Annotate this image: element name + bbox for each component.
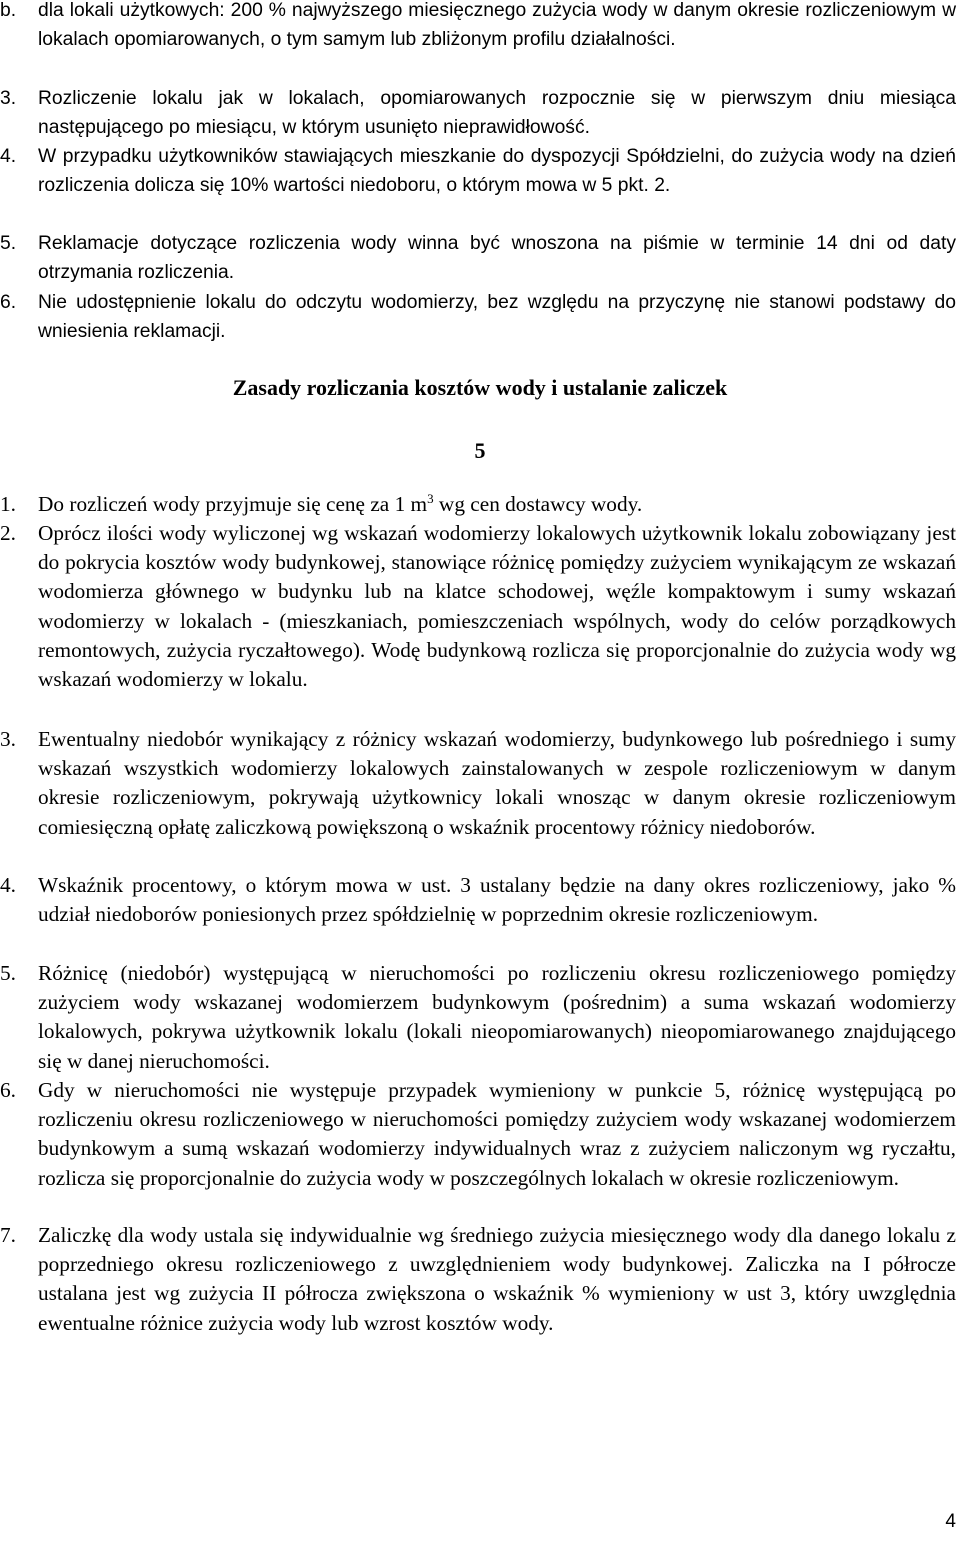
list-text: Oprócz ilości wody wyliczonej wg wskazań wodomierzy lokalowych użytkownik lokalu zobowiązany jest do pokrycia kosztów wody budynkowej, stanowiące różnicę pomiędzy zużyciem wynikającym ze wskazań wodomierza głównego w budynku lub na klatce schodowej, węźle kompaktowym i sumy wskazań wodomierzy w lokalach - (mieszkaniach, pomieszczeniach wspólnych, wody do celów porządkowych remontowych, zużycia ryczałtowego). Wodę budynkową rozlicza się proporcjonalnie do zużycia wody wg wskazań wodomierzy w lokalu.	[38, 521, 956, 692]
list-number: 4.	[0, 146, 17, 167]
page-number: 4	[945, 1511, 956, 1532]
section-heading: Zasady rozliczania kosztów wody i ustalanie zaliczek	[232, 375, 728, 400]
list-item-6	[0, 288, 956, 346]
list-text: Różnicę (niedobór) występującą w nieruchomości po rozliczeniu okresu rozliczeniowego pomiędzy zużyciem wody wskazanej wodomierzem budynkowym (pośrednim) a suma wskazań wodomierzy lokalowych, pokrywa użytkownik lokalu (lokali nieopomiarowanych) nieopomiarowanego znajdującego się w danej nieruchomości.	[38, 961, 956, 1073]
list-number: 3.	[0, 727, 16, 751]
list-item-6b	[0, 1076, 956, 1193]
list-item-3	[0, 84, 956, 142]
list-number: 6.	[0, 1078, 16, 1102]
list-number: 3.	[0, 88, 17, 109]
list-item-4	[0, 142, 956, 200]
list-item-7b	[0, 1221, 956, 1338]
list-number: 5.	[0, 961, 16, 985]
section-mark: 5	[474, 438, 486, 463]
list-item-3b	[0, 725, 956, 842]
list-number: b.	[0, 0, 17, 21]
list-text: Gdy w nieruchomości nie występuje przypadek wymieniony w punkcie 5, różnicę występującą po rozliczeniu okresu rozliczeniowego w nieruchomości pomiędzy zużyciem wody wskazanej wodomierzem budynkowym a sumą wskazań wodomierzy indywidualnych wraz z zużyciem naliczonym wg ryczałtu, rozlicza się proporcjonalnie do zużycia wody w poszczególnych lokalach w okresie rozliczeniowym.	[38, 1078, 956, 1190]
list-number: 5.	[0, 233, 17, 254]
list-text: Rozliczenie lokalu jak w lokalach, opomiarowanych rozpocznie się w pierwszym dniu miesiąca następującego po miesiącu, w którym usunięto nieprawidłowość.	[38, 88, 956, 139]
list-number: 4.	[0, 873, 16, 897]
superscript: 3	[427, 491, 434, 506]
list-text: Nie udostępnienie lokalu do odczytu wodomierzy, bez względu na przyczynę nie stanowi podstawy do wniesienia reklamacji.	[38, 292, 956, 343]
list-number: 2.	[0, 521, 16, 545]
list-number: 1.	[0, 492, 16, 516]
list-text-part: Do rozliczeń wody przyjmuje się cenę za 1 m	[38, 492, 428, 516]
list-item-1	[0, 490, 956, 519]
list-item-5b	[0, 959, 956, 1076]
list-text: dla lokali użytkowych: 200 % najwyższego miesięcznego zużycia wody w danym okresie rozliczeniowym w lokalach opomiarowanych, o tym samym lub zbliżonym profilu działalności.	[38, 0, 956, 51]
list-text-part: wg cen dostawcy wody.	[433, 492, 643, 516]
list-text: Wskaźnik procentowy, o którym mowa w ust. 3 ustalany będzie na dany okres rozliczeniowy, jako % udział niedoborów poniesionych przez spółdzielnię w poprzednim okresie rozliczeniowym.	[38, 873, 956, 927]
list-item-b	[0, 0, 956, 54]
list-number: 7.	[0, 1223, 16, 1247]
list-item-2	[0, 519, 956, 694]
list-number: 6.	[0, 292, 17, 313]
list-text: W przypadku użytkowników stawiających mieszkanie do dyspozycji Spółdzielni, do zużycia wody na dzień rozliczenia dolicza się 10% wartości niedoboru, o którym mowa w 5 pkt. 2.	[38, 146, 956, 197]
list-text: Zaliczkę dla wody ustala się indywidualnie wg średniego zużycia miesięcznego wody dla danego lokalu z poprzedniego okresu rozliczeniowego z uwzględnieniem wody budynkowej. Zaliczka na I półrocze ustalana jest wg zużycia II półrocza zwiększona o wskaźnik % wymieniony w ust 3, który uwzględnia ewentualne różnice zużycia wody lub wzrost kosztów wody.	[38, 1223, 956, 1335]
list-item-4b	[0, 871, 956, 929]
list-text: Reklamacje dotyczące rozliczenia wody winna być wnoszona na piśmie w terminie 14 dni od daty otrzymania rozliczenia.	[38, 233, 956, 284]
list-item-5	[0, 229, 956, 287]
list-text: Ewentualny niedobór wynikający z różnicy wskazań wodomierzy, budynkowego lub pośredniego i sumy wskazań wszystkich wodomierzy lokalowych zainstalowanych w zespole rozliczeniowym w danym okresie rozliczeniowym, pokrywają użytkownicy lokali wnosząc w danym okresie rozliczeniowym comiesięczną opłatę zaliczkową powiększoną o wskaźnik procentowy różnicy niedoborów.	[38, 727, 956, 839]
list-text	[38, 490, 956, 519]
